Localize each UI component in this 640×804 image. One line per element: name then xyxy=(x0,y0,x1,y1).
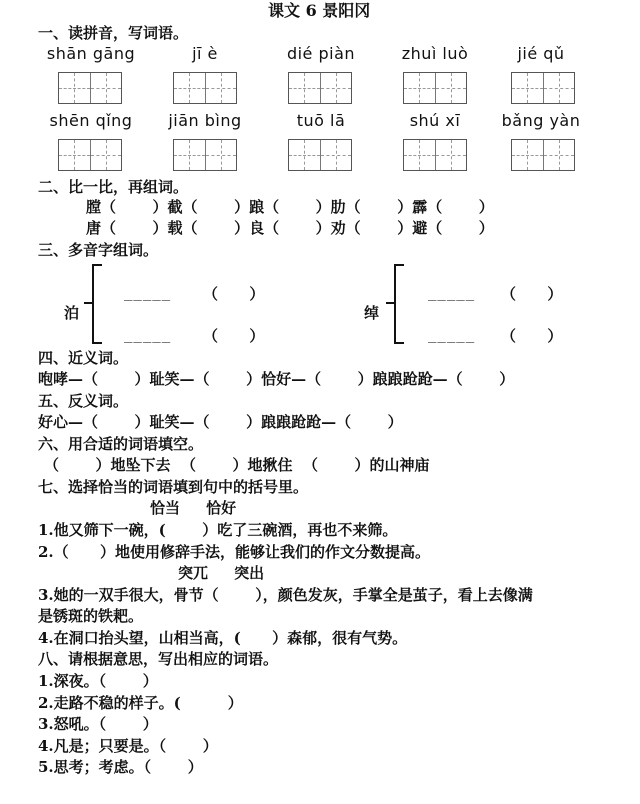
section-5-heading: 五、反义词。 xyxy=(38,392,129,410)
writing-grid[interactable] xyxy=(511,139,575,171)
question: 2.走路不稳的样子。( ） xyxy=(38,694,243,712)
writing-grid[interactable] xyxy=(58,139,122,171)
question: 2.（ ）地使用修辞手法，能够让我们的作文分数提高。 xyxy=(38,543,430,561)
section-4-heading: 四、近义词。 xyxy=(38,349,129,367)
section-8-heading: 八、请根据意思，写出相应的词语。 xyxy=(38,650,279,668)
writing-grid[interactable] xyxy=(403,72,467,104)
question: 3.她的一双手很大，骨节（ ），颜色发灰，手掌全是茧子，看上去像满 xyxy=(38,586,533,604)
answer-blank[interactable]: _____ xyxy=(124,327,172,343)
writing-grid[interactable] xyxy=(58,72,122,104)
answer-paren[interactable]: （ ） xyxy=(501,327,563,345)
answer-paren[interactable]: （ ） xyxy=(203,285,265,303)
compare-line: 唐（ ）载（ ）良（ ）劝（ ）避（ ） xyxy=(86,219,494,237)
polyphone-char: 泊 xyxy=(64,304,80,322)
pinyin-label: shēn qǐng xyxy=(49,111,133,130)
pinyin-label: jiān bìng xyxy=(168,111,242,130)
pinyin-label: zhuì luò xyxy=(401,44,469,63)
writing-grid[interactable] xyxy=(288,139,352,171)
question: 3.怒吼。（ ） xyxy=(38,715,158,733)
question-continued: 是锈斑的铁耙。 xyxy=(38,607,144,625)
compare-line: 膛（ ）截（ ）踉（ ）肋（ ）霹（ ） xyxy=(86,198,494,216)
writing-grid[interactable] xyxy=(288,72,352,104)
writing-grid[interactable] xyxy=(403,139,467,171)
pinyin-label: tuō lā xyxy=(296,111,346,130)
brace-tick xyxy=(84,302,94,304)
answer-blank[interactable]: _____ xyxy=(428,285,476,301)
section-7-heading: 七、选择恰当的词语填到句中的括号里。 xyxy=(38,478,309,496)
pinyin-label: shú xī xyxy=(409,111,461,130)
question: 4.凡是；只要是。（ ） xyxy=(38,737,218,755)
synonym-line: 咆哮—（ ）耻笑—（ ）恰好—（ ）踉踉跄跄—（ ） xyxy=(38,370,515,388)
pinyin-label: jī è xyxy=(192,44,218,63)
question: 1.深夜。（ ） xyxy=(38,672,158,690)
answer-paren[interactable]: （ ） xyxy=(203,327,265,345)
writing-grid[interactable] xyxy=(173,72,237,104)
answer-blank[interactable]: _____ xyxy=(124,285,172,301)
page-title: 课文 6 景阳冈 xyxy=(268,1,371,20)
answer-blank[interactable]: _____ xyxy=(428,327,476,343)
section-3-heading: 三、多音字组词。 xyxy=(38,241,159,259)
question: 1.他又筛下一碗，( ）吃了三碗酒，再也不来筛。 xyxy=(38,521,398,539)
fill-line: （ ）地坠下去 （ ）地揪住 （ ）的山神庙 xyxy=(44,456,430,474)
section-1-heading: 一、读拼音，写词语。 xyxy=(38,24,189,42)
pinyin-label: dié piàn xyxy=(286,44,356,63)
brace-right xyxy=(394,264,404,344)
word-choices: 恰当 恰好 xyxy=(150,499,237,517)
brace-left xyxy=(92,264,102,344)
writing-grid[interactable] xyxy=(511,72,575,104)
writing-grid[interactable] xyxy=(173,139,237,171)
antonym-line: 好心—（ ）耻笑—（ ）踉踉跄跄—（ ） xyxy=(38,413,403,431)
polyphone-char: 绰 xyxy=(364,304,380,322)
question: 5.思考；考虑。（ ） xyxy=(38,758,203,776)
question: 4.在洞口抬头望，山相当高，( ）森郁，很有气势。 xyxy=(38,629,408,647)
word-choices: 突兀 突出 xyxy=(178,564,265,582)
pinyin-label: jié qǔ xyxy=(517,44,565,63)
brace-tick xyxy=(386,302,396,304)
section-2-heading: 二、比一比，再组词。 xyxy=(38,178,189,196)
pinyin-label: bǎng yàn xyxy=(501,111,581,130)
answer-paren[interactable]: （ ） xyxy=(501,285,563,303)
pinyin-label: shān gāng xyxy=(46,44,136,63)
section-6-heading: 六、用合适的词语填空。 xyxy=(38,435,204,453)
